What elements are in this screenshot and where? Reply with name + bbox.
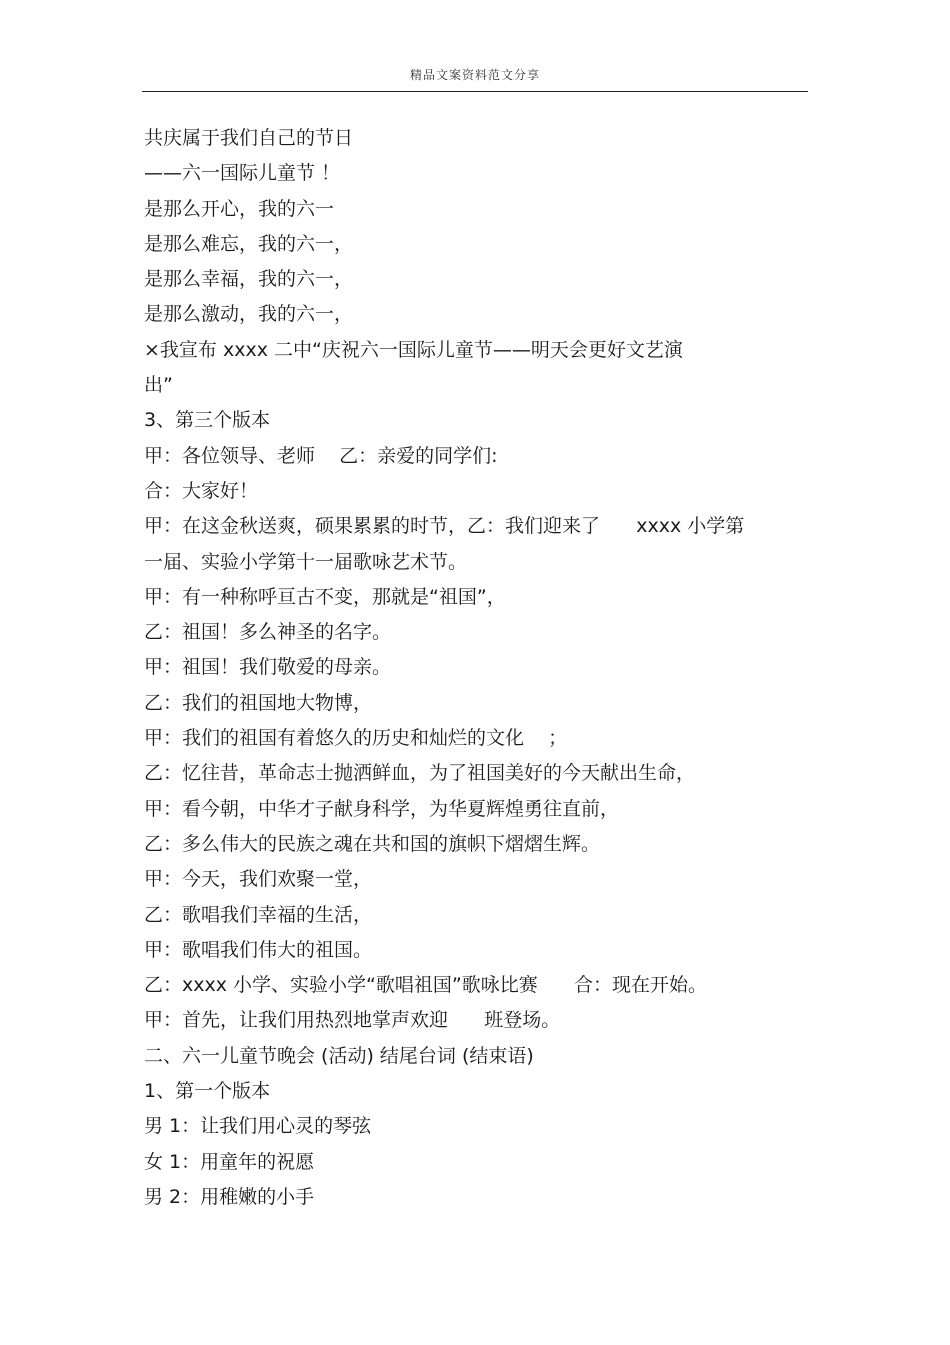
text-line: 乙：歌唱我们幸福的生活， bbox=[144, 903, 373, 926]
text-line: 乙：我们的祖国地大物博， bbox=[144, 691, 373, 714]
text-line: 是那么开心，我的六一 bbox=[144, 197, 335, 220]
page-header bbox=[142, 62, 808, 92]
text-line: 甲：看今朝，中华才子献身科学，为华夏辉煌勇往直前， bbox=[144, 797, 620, 820]
text-line: 出” bbox=[144, 374, 173, 397]
text-line: 乙：忆往昔，革命志士抛洒鲜血，为了祖国美好的今天献出生命， bbox=[144, 762, 696, 785]
text-line: 甲：各位领导、老师 乙：亲爱的同学们: bbox=[144, 444, 498, 467]
document-body bbox=[144, 121, 814, 1215]
text-line: 甲：在这金秋送爽，硕果累累的时节，乙：我们迎来了 xxxx 小学第 bbox=[144, 515, 745, 538]
text-line: 乙：多么伟大的民族之魂在共和国的旗帜下熠熠生辉。 bbox=[144, 832, 601, 855]
text-line: 甲：有一种称呼亘古不变，那就是“祖国”， bbox=[144, 585, 506, 608]
text-line: 甲：今天，我们欢聚一堂， bbox=[144, 868, 373, 891]
text-line: 甲：祖国！我们敬爱的母亲。 bbox=[144, 656, 392, 679]
text-line: 合：大家好！ bbox=[144, 479, 259, 502]
section-heading: 二、六一儿童节晚会 (活动) 结尾台词 (结束语) bbox=[144, 1044, 534, 1067]
section-heading: 3、第三个版本 bbox=[144, 409, 271, 432]
text-line: 女 1：用童年的祝愿 bbox=[144, 1150, 315, 1173]
text-line: 是那么激动，我的六一， bbox=[144, 303, 354, 326]
text-line: 是那么幸福，我的六一， bbox=[144, 268, 354, 291]
header-title: 精品文案资料范文分享 bbox=[409, 68, 540, 82]
text-line: 乙：xxxx 小学、实验小学“歌唱祖国”歌咏比赛 合：现在开始。 bbox=[144, 974, 707, 997]
text-line: 男 2：用稚嫩的小手 bbox=[144, 1185, 315, 1208]
text-line: 是那么难忘，我的六一， bbox=[144, 232, 354, 255]
section-heading: 1、第一个版本 bbox=[144, 1080, 271, 1103]
text-line: ×我宣布 xxxx 二中“庆祝六一国际儿童节——明天会更好文艺演 bbox=[144, 338, 683, 361]
text-line: 共庆属于我们自己的节日 bbox=[144, 127, 354, 149]
text-line: 乙：祖国！多么神圣的名字。 bbox=[144, 621, 392, 644]
text-line: 甲：我们的祖国有着悠久的历史和灿烂的文化 ； bbox=[144, 727, 568, 750]
text-line: 一届、实验小学第十一届歌咏艺术节。 bbox=[144, 550, 468, 573]
text-line: 甲：歌唱我们伟大的祖国。 bbox=[144, 938, 373, 961]
text-line: ——六一国际儿童节 ！ bbox=[144, 162, 341, 185]
text-line: 甲：首先，让我们用热烈地掌声欢迎 班登场。 bbox=[144, 1009, 561, 1032]
text-line: 男 1：让我们用心灵的琴弦 bbox=[144, 1115, 372, 1138]
